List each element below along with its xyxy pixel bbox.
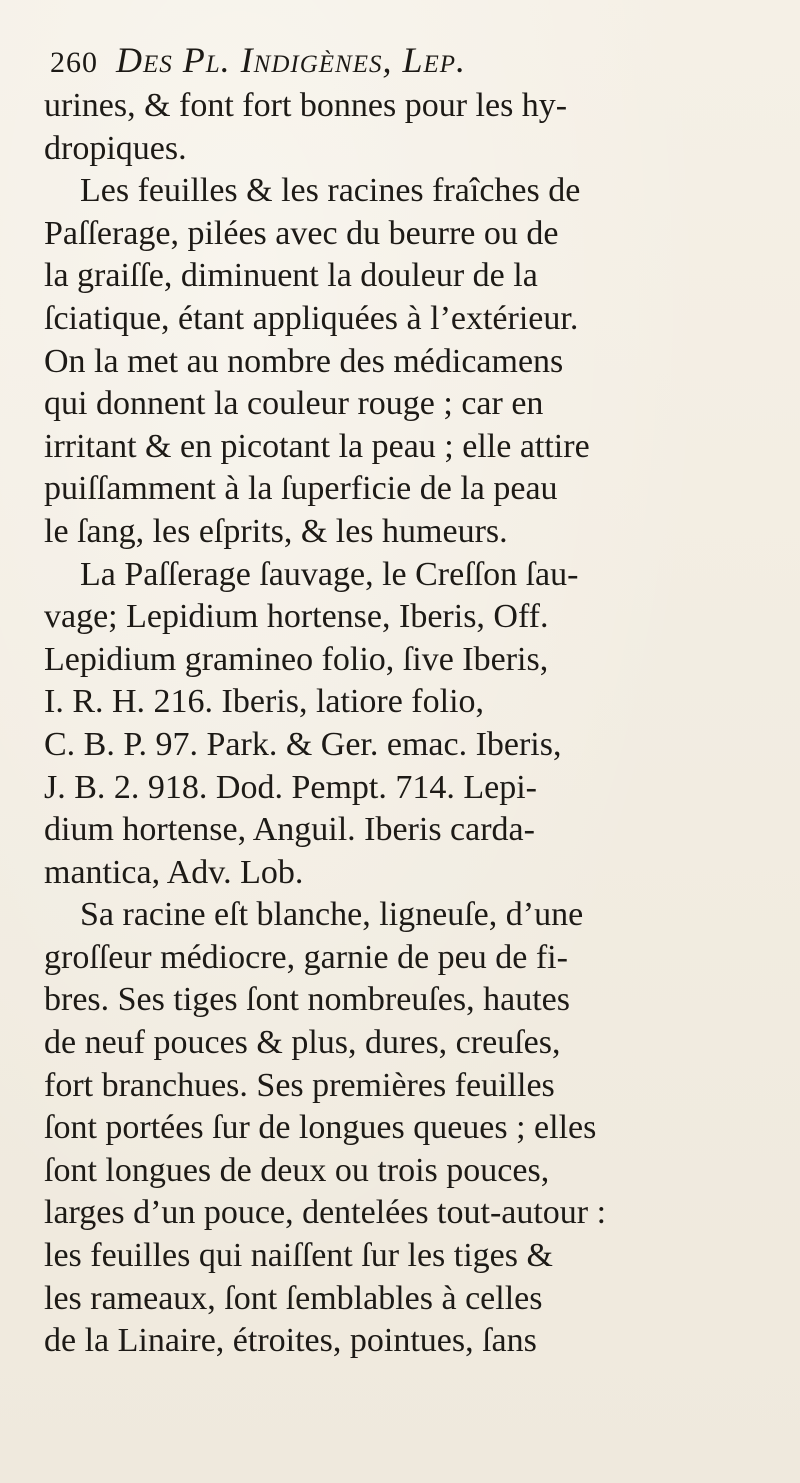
paragraph xyxy=(44,894,766,1363)
page-number: 260 xyxy=(50,46,98,79)
text-line: urines, & font fort bonnes pour les hy- xyxy=(44,87,568,124)
text-line: de la Linaire, étroites, pointues, ſans xyxy=(44,1322,537,1360)
text-line: les feuilles qui naiſſent ſur les tiges & xyxy=(44,1237,553,1275)
text-line: vage; Lepidium hortense, Iberis, Off. xyxy=(44,598,549,636)
text-line: groſſeur médiocre, garnie de peu de fi- xyxy=(44,938,568,976)
text-line: les rameaux, ſont ſemblables à celles xyxy=(44,1279,543,1317)
text-line: puiſſamment à la ſuperficie de la peau xyxy=(44,470,558,508)
text-line: Les feuilles & les racines fraîches de xyxy=(80,172,581,210)
text-line: ſciatique, étant appliquées à l’extérieur. xyxy=(44,299,579,337)
text-line: irritant & en picotant la peau ; elle attire xyxy=(44,427,590,465)
text-line: Paſſerage, pilées avec du beurre ou de xyxy=(44,214,559,252)
text-line: Lepidium gramineo folio, ſive Iberis, xyxy=(44,640,549,678)
text-line: la graiſſe, diminuent la douleur de la xyxy=(44,257,538,295)
text-line: fort branchues. Ses premières feuilles xyxy=(44,1066,555,1104)
text-line: Sa racine eſt blanche, ligneuſe, d’une xyxy=(80,896,584,934)
paragraph xyxy=(44,85,766,170)
text-line: J. B. 2. 918. Dod. Pempt. 714. Lepi- xyxy=(44,768,537,806)
text-line: ſont longues de deux ou trois pouces, xyxy=(44,1151,550,1189)
text-line: On la met au nombre des médicamens xyxy=(44,342,564,380)
text-line: C. B. P. 97. Park. & Ger. emac. Iberis, xyxy=(44,725,562,763)
text-line: le ſang, les eſprits, & les humeurs. xyxy=(44,512,508,550)
text-line: dropiques. xyxy=(44,129,187,167)
page-text xyxy=(44,85,766,1363)
text-line: I. R. H. 216. Iberis, latiore folio, xyxy=(44,683,485,721)
text-line: La Paſſerage ſauvage, le Creſſon ſau- xyxy=(80,555,579,593)
text-line: de neuf pouces & plus, dures, creuſes, xyxy=(44,1024,561,1062)
running-head xyxy=(50,38,766,85)
paragraph-synonymy xyxy=(44,554,766,895)
text-line: dium hortense, Anguil. Iberis carda- xyxy=(44,811,535,849)
text-line: mantica, Adv. Lob. xyxy=(44,853,304,891)
text-line: larges d’un pouce, dentelées tout-autour : xyxy=(44,1194,607,1232)
running-title: Des Pl. Indigènes, Lep. xyxy=(116,40,467,80)
text-line: bres. Ses tiges ſont nombreuſes, hautes xyxy=(44,981,570,1019)
text-line: qui donnent la couleur rouge ; car en xyxy=(44,385,544,423)
text-line: ſont portées ſur de longues queues ; elles xyxy=(44,1109,597,1147)
paragraph xyxy=(44,170,766,553)
